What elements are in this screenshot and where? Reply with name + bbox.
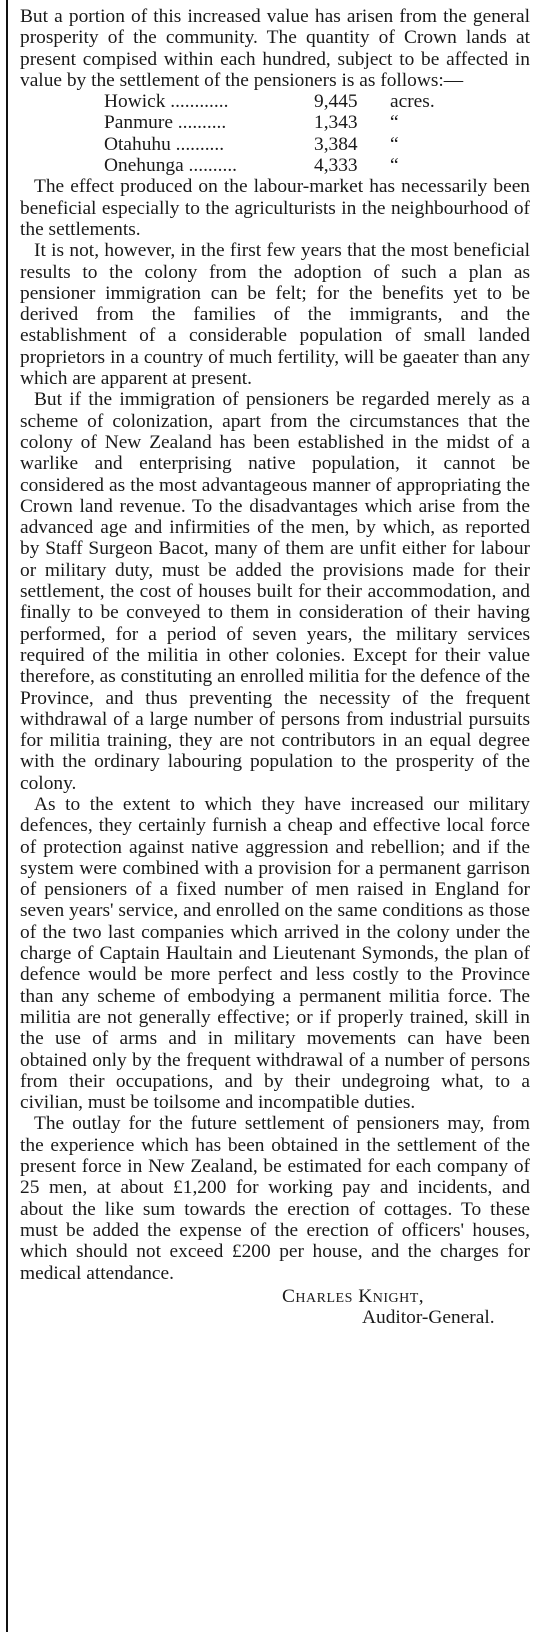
acre-amount: 1,343 (314, 112, 358, 134)
paragraph-benefits: It is not, however, in the first few years that the most beneficial results to the colony from the adoption of such a plan as pensioner immigration can be felt; for the benefits yet to be derived from the families of the immigrants, and the establishment of a considerable population of small landed proprietors in a country of much fertility, will be gaeater than any which are apparent at present. (20, 240, 530, 390)
paragraph-intro: But a portion of this increased value has arisen from the general prosperity of the community. The quantity of Crown lands at present compised within each hundred, subject to be affected in value by the settlement of the pensioners is as follows:— (20, 6, 530, 91)
place-name: Panmure .......... (104, 112, 227, 134)
place-name: Howick ............ (104, 91, 229, 113)
place-name: Onehunga .......... (104, 155, 238, 177)
unit-label: “ (390, 133, 399, 155)
unit-label: acres. (390, 91, 435, 113)
acre-amount: 4,333 (314, 155, 358, 177)
signatory-title: Auditor-General. (362, 1307, 495, 1329)
signatory-name: Charles Knight, (282, 1285, 425, 1307)
table-row (104, 134, 435, 155)
crown-lands-table (104, 91, 435, 176)
table-row (104, 155, 435, 176)
paragraph-colonization: But if the immigration of pensioners be regarded merely as a scheme of colonization, apart from the circumstances that the colony of New Zealand has been established in the midst of a warlike and enterprising native population, it cannot be considered as the most advantageous manner of appropriating the Crown land revenue. To the disadvantages which arise from the advanced age and infirmities of the men, by which, as reported by Staff Surgeon Bacot, many of them are unfit either for labour or military duty, must be added the provisions made for their settlement, the cost of houses built for their accommodation, and finally to be conveyed to them in consideration of their having performed, for a period of seven years, the military services required of the militia in other colonies. Except for their value therefore, as constituting an enrolled militia for the defence of the Province, and thus preventing the necessity of the frequent withdrawal of a large number of persons from industrial pursuits for militia training, they are not contributors in an equal degree with the ordinary labouring population to the prosperity of the colony. (20, 389, 530, 794)
table-row (104, 112, 435, 133)
acre-amount: 3,384 (314, 133, 358, 155)
unit-label: “ (390, 112, 399, 134)
table-row (104, 91, 435, 112)
acre-amount: 9,445 (314, 91, 358, 113)
paragraph-labour-market: The effect produced on the labour-market has necessarily been beneficial especially to the agriculturists in the neighbourhood of the settlements. (20, 176, 530, 240)
paragraph-military-defences: As to the extent to which they have increased our military defences, they certainly furnish a cheap and effective local force of protection against native aggression and rebellion; and if the system were combined with a provision for a permanent garrison of pensioners of a fixed number of men raised in England for seven years' service, and enrolled on the same conditions as those of the two last companies which arrived in the colony under the charge of Captain Haultain and Lieutenant Symonds, the plan of defence would be more perfect and less costly to the Province than any scheme of embodying a permanent militia force. The militia are not generally effective; or if properly trained, skill in the use of arms and in military movements can have been obtained only by the frequent withdrawal of a number of persons from their occupations, and by their undegroing what, to a civilian, must be toilsome and incompatible duties. (20, 793, 530, 1114)
signature-block (20, 1286, 530, 1329)
place-name: Otahuhu .......... (104, 133, 225, 155)
unit-label: “ (390, 155, 399, 177)
paragraph-outlay: The outlay for the future settlement of pensioners may, from the experience which has been obtained in the settlement of the present force in New Zealand, be estimated for each company of 25 men, at about £1,200 for working pay and incidents, and about the like sum towards the erection of cottages. To these must be added the expense of the erection of officers' houses, which should not exceed £200 per house, and the charges for medical attendance. (20, 1113, 530, 1284)
